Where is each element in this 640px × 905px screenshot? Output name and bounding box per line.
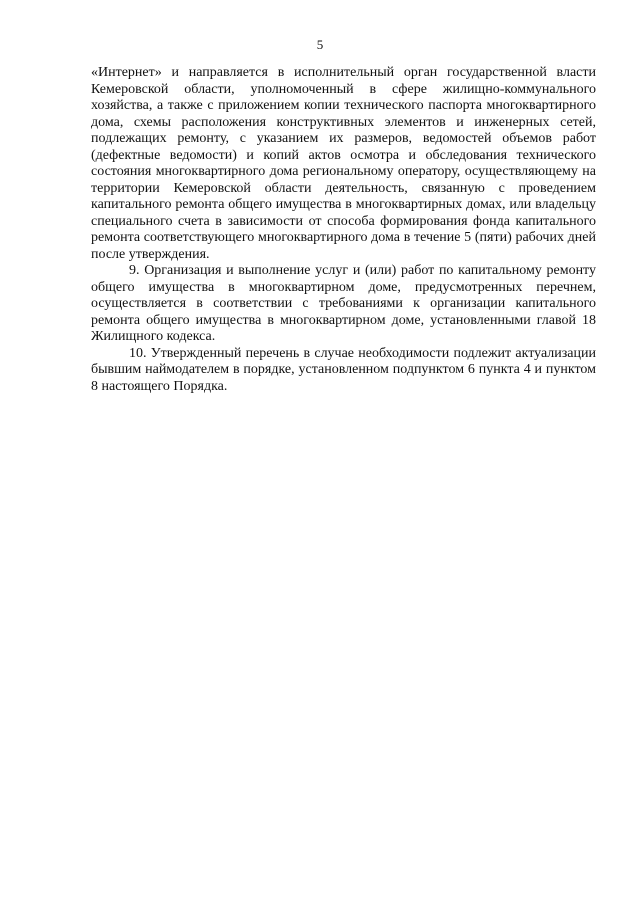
paragraph-item-10: 10. Утвержденный перечень в случае необходимости подлежит актуализации бывшим наймодателем в порядке, установленном подпунктом 6 пункта 4 и пунктом 8 настоящего Порядка. xyxy=(91,345,596,394)
page-number: 5 xyxy=(316,37,324,52)
paragraph-continuation: «Интернет» и направляется в исполнительный орган государственной власти Кемеровской области, уполномоченный в сфере жилищно-коммунального хозяйства, а также с приложением копии технического паспорта многоквартирного дома, схемы расположения конструктивных элементов и инженерных сетей, подлежащих ремонту, с указанием их размеров, ведомостей объемов работ (дефектные ведомости) и копий актов осмотра и обследования технического состояния многоквартирного дома региональному оператору, осуществляющему на территории Кемеровской области деятельность, связанную с проведением капитального ремонта общего имущества в многоквартирных домах, или владельцу специального счета в зависимости от способа формирования фонда капитального ремонта соответствующего многоквартирного дома в течение 5 (пяти) рабочих дней после утверждения. xyxy=(91,65,596,262)
document-body xyxy=(91,65,596,395)
paragraph-item-9: 9. Организация и выполнение услуг и (или) работ по капитальному ремонту общего имущества в многоквартирном доме, предусмотренных перечнем, осуществляется в соответствии с требованиями к организации капитального ремонта общего имущества в многоквартирном доме, установленными главой 18 Жилищного кодекса. xyxy=(91,263,596,344)
